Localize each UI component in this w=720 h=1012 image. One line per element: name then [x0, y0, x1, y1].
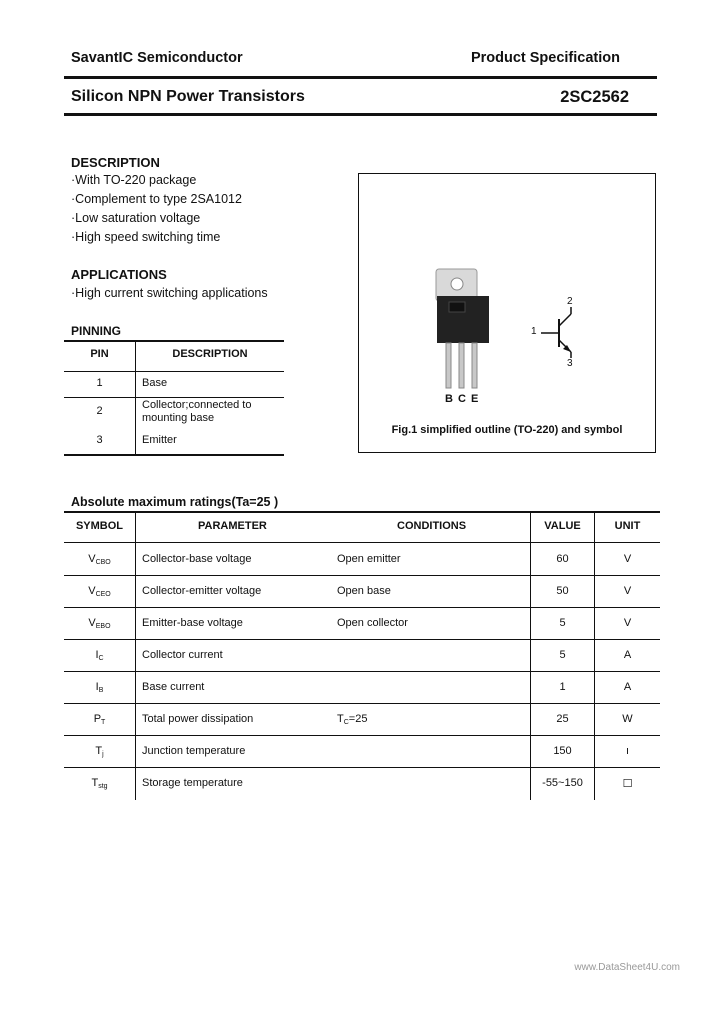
description-column-header: DESCRIPTION — [172, 348, 248, 360]
rating-symbol: $V_{EBO}$ — [88, 617, 111, 630]
rating-unit: W — [622, 713, 633, 725]
ratings-table — [64, 511, 660, 801]
unit-column-header: UNIT — [614, 520, 641, 532]
description-item: ·Low saturation voltage — [71, 211, 201, 225]
figure-caption: Fig.1 simplified outline (TO-220) and symbol — [391, 424, 623, 436]
rating-unit: A — [623, 681, 632, 693]
company-name: SavantIC Semiconductor — [71, 50, 243, 66]
pin-description: Base — [142, 377, 168, 389]
value-column-header: VALUE — [544, 520, 581, 532]
applications-heading: APPLICATIONS — [71, 267, 167, 282]
pin-number: 1 — [96, 377, 103, 389]
applications-list — [71, 284, 268, 303]
part-number: 2SC2562 — [560, 88, 629, 106]
rating-value: 5 — [559, 649, 566, 661]
rating-unit: ı — [625, 745, 630, 757]
document-type: Product Specification — [470, 50, 620, 66]
pin-number: 3 — [96, 434, 103, 446]
rating-parameter: Emitter-base voltage — [142, 617, 243, 629]
rating-value: -55~150 — [542, 777, 583, 789]
pin-description: Collector;connected to mounting base — [142, 399, 252, 424]
pin-description: Emitter — [142, 434, 177, 446]
symbol-pin-2-label: 2 — [567, 296, 573, 307]
pin-number: 2 — [96, 405, 103, 417]
rating-symbol: $T_j$ — [95, 745, 104, 758]
rating-unit: V — [623, 553, 632, 565]
figure-box — [358, 173, 656, 453]
pin-letters: B C E — [445, 393, 480, 405]
header-rule-top — [64, 76, 657, 79]
rating-unit: ☐ — [622, 778, 633, 790]
parameter-column-header: PARAMETER — [198, 520, 267, 532]
rating-parameter: Total power dissipation — [142, 713, 254, 725]
rating-value: 50 — [556, 585, 569, 597]
rating-condition: Open collector — [337, 617, 408, 629]
description-list — [71, 171, 242, 247]
rating-symbol: $I_C$ — [95, 649, 104, 662]
rating-unit: V — [623, 617, 632, 629]
rating-value: 1 — [559, 681, 566, 693]
rating-symbol: $V_{CBO}$ — [88, 553, 111, 566]
rating-unit: A — [623, 649, 632, 661]
rating-symbol: $T_{stg}$ — [91, 777, 108, 790]
rating-symbol: $P_T$ — [93, 713, 106, 726]
rating-parameter: Storage temperature — [142, 777, 243, 789]
rating-condition: Open emitter — [337, 553, 401, 565]
product-line: Silicon NPN Power Transistors — [71, 88, 305, 105]
rating-unit: V — [623, 585, 632, 597]
rating-parameter: Base current — [142, 681, 205, 693]
description-item: ·With TO-220 package — [71, 173, 197, 187]
rating-parameter: Collector-base voltage — [142, 553, 252, 565]
description-item: ·High speed switching time — [71, 230, 221, 244]
rating-value: 60 — [556, 553, 569, 565]
ratings-heading: Absolute maximum ratings(Ta=25 ) — [71, 495, 279, 509]
rating-condition: Open base — [337, 585, 391, 597]
symbol-pin-3-label: 3 — [567, 358, 573, 369]
footer-watermark: www.DataSheet4U.com — [574, 962, 680, 973]
rating-value: 25 — [556, 713, 569, 725]
conditions-column-header: CONDITIONS — [397, 520, 467, 532]
rating-condition: $T_C=25$ — [337, 713, 368, 726]
header-rule-bottom — [64, 113, 657, 116]
description-item: ·Complement to type 2SA1012 — [71, 192, 242, 206]
pinning-heading: PINNING — [71, 324, 122, 338]
rating-parameter: Junction temperature — [142, 745, 246, 757]
rating-parameter: Collector-emitter voltage — [142, 585, 262, 597]
applications-item: ·High current switching applications — [71, 286, 268, 300]
rating-value: 5 — [559, 617, 566, 629]
pinning-table — [64, 340, 284, 456]
rating-parameter: Collector current — [142, 649, 223, 661]
to220-package-illustration — [359, 174, 655, 414]
symbol-pin-1-label: 1 — [531, 326, 537, 337]
rating-symbol: $V_{CEO}$ — [88, 585, 111, 598]
rating-value: 150 — [553, 745, 572, 757]
description-heading: DESCRIPTION — [71, 155, 160, 170]
pin-column-header: PIN — [90, 348, 109, 360]
symbol-column-header: SYMBOL — [75, 520, 124, 532]
rating-symbol: $I_B$ — [95, 681, 104, 694]
